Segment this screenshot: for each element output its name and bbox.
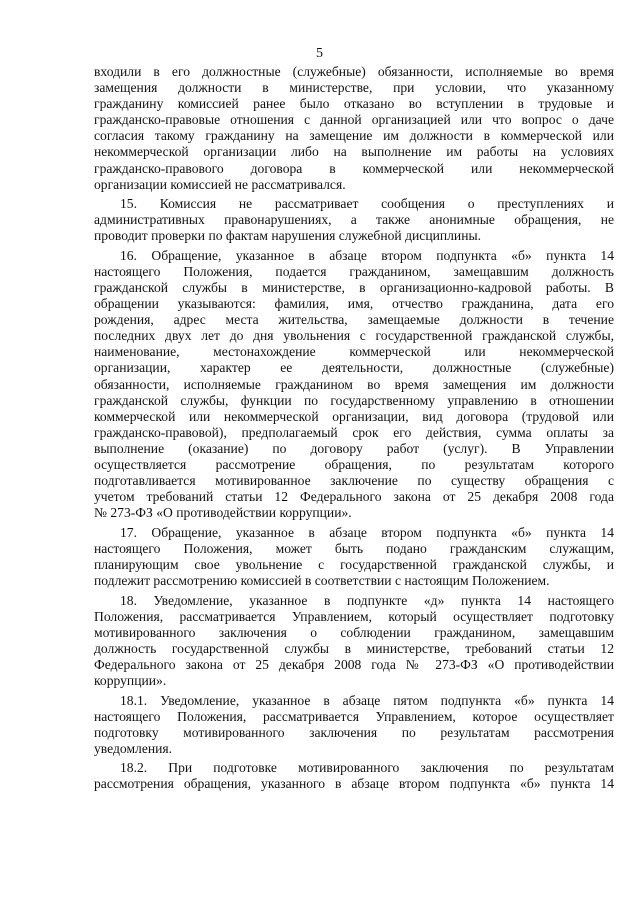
text-line: последних двух лет до дня увольнения с государственной гражданской службы, <box>94 328 614 344</box>
paragraph-16 <box>94 248 614 522</box>
text-line: осуществляется рассмотрение обращения, по результатам которого <box>94 457 614 473</box>
text-line: входили в его должностные (служебные) обязанности, исполняемые во время <box>94 64 614 79</box>
paragraph-14-continuation <box>94 64 614 193</box>
paragraph-18 <box>94 593 614 690</box>
paragraph-18-1 <box>94 693 614 757</box>
text-line: гражданской службы в министерстве, в организационно-кадровой работы. В <box>94 280 614 295</box>
text-line: 18. Уведомление, указанное в подпункте «д» пункта 14 настоящего <box>120 592 614 608</box>
text-line: гражданину комиссией ранее было отказано во вступлении в трудовые и <box>94 96 614 112</box>
text-line: мотивированного заключения о соблюдении гражданином, замещавшим <box>94 624 614 640</box>
text-line: 16. Обращение, указанное в абзаце втором подпункта «б» пункта 14 <box>120 247 614 263</box>
text-line: наименование, местонахождение коммерческой или некоммерческой <box>94 344 614 360</box>
text-line: коррупции». <box>94 673 167 689</box>
text-line: подлежит рассмотрению комиссией в соответствии с настоящим Положением. <box>94 573 550 589</box>
text-line: рождения, адрес места жительства, замещаемые должности в течение <box>94 312 614 328</box>
text-line: Федерального закона от 25 декабря 2008 года № 273-ФЗ «О противодействии <box>94 656 614 672</box>
text-line: 18.2. При подготовке мотивированного заключения по результатам <box>120 760 614 776</box>
text-line: 18.1. Уведомление, указанное в абзаце пятом подпункта «б» пункта 14 <box>120 692 614 708</box>
text-line: подготавливается мотивированное заключение по существу обращения с <box>94 473 614 489</box>
text-line: некоммерческой организации либо на выполнение им работы на условиях <box>94 144 614 160</box>
text-line: организации, характер ее деятельности, должностные (служебные) <box>94 360 614 376</box>
text-line: обязанности, исполняемые гражданином во время замещения им должности <box>94 376 614 392</box>
text-line: согласия такому гражданину на замещение им должности в коммерческой или <box>94 128 614 144</box>
text-line: должность государственной службы в министерстве, требований статьи 12 <box>94 640 614 656</box>
paragraph-17 <box>94 525 614 589</box>
text-line: коммерческой или некоммерческой организации, вид договора (трудовой или <box>94 408 614 424</box>
text-line: 15. Комиссия не рассматривает сообщения о преступлениях и <box>120 196 614 212</box>
text-line: уведомления. <box>94 740 173 756</box>
text-line: настоящего Положения, подается гражданином, замещавшим должность <box>94 263 614 279</box>
text-line: настоящего Положения, рассматривается Управлением, которое осуществляет <box>94 708 614 724</box>
text-line: организации комиссией не рассматривался. <box>94 176 346 192</box>
text-line: учетом требований статьи 12 Федерального закона от 25 декабря 2008 года <box>94 489 614 505</box>
text-line: проводит проверки по фактам нарушения служебной дисциплины. <box>94 228 482 244</box>
text-line: обращении указываются: фамилия, имя, отчество гражданина, дата его <box>94 296 614 312</box>
text-line: № 273-ФЗ «О противодействии коррупции». <box>94 505 352 521</box>
text-line: планирующим свое увольнение с государственной гражданской службы, и <box>94 556 614 572</box>
text-line: 17. Обращение, указанное в абзаце втором подпункта «б» пункта 14 <box>120 524 614 540</box>
text-line: гражданско-правовой), предполагаемый срок его действия, сумма оплаты за <box>94 424 614 440</box>
text-line: замещения должности в министерстве, при условии, что указанному <box>94 80 614 96</box>
page-number: 5 <box>316 46 323 61</box>
text-line: настоящего Положения, может быть подано гражданским служащим, <box>94 540 614 556</box>
text-line: гражданской службы, функции по государственному управлению в отношении <box>94 392 614 408</box>
text-line: Положения, рассматривается Управлением, который осуществляет подготовку <box>94 608 614 624</box>
text-line: административных правонарушениях, а также анонимные обращения, не <box>94 212 614 228</box>
paragraph-18-2 <box>94 760 614 792</box>
text-line: подготовку мотивированного заключения по результатам рассмотрения <box>94 724 614 740</box>
text-line: выполнение (оказание) по договору работ (услуг). В Управлении <box>94 440 614 456</box>
paragraph-15 <box>94 196 614 244</box>
text-line: гражданско-правовые отношения с данной организацией или что вопрос о даче <box>94 112 614 128</box>
document-body <box>94 64 614 792</box>
text-line: рассмотрения обращения, указанного в абзаце втором подпункта «б» пункта 14 <box>94 776 614 792</box>
text-line: гражданско-правового договора в коммерческой или некоммерческой <box>94 160 614 176</box>
